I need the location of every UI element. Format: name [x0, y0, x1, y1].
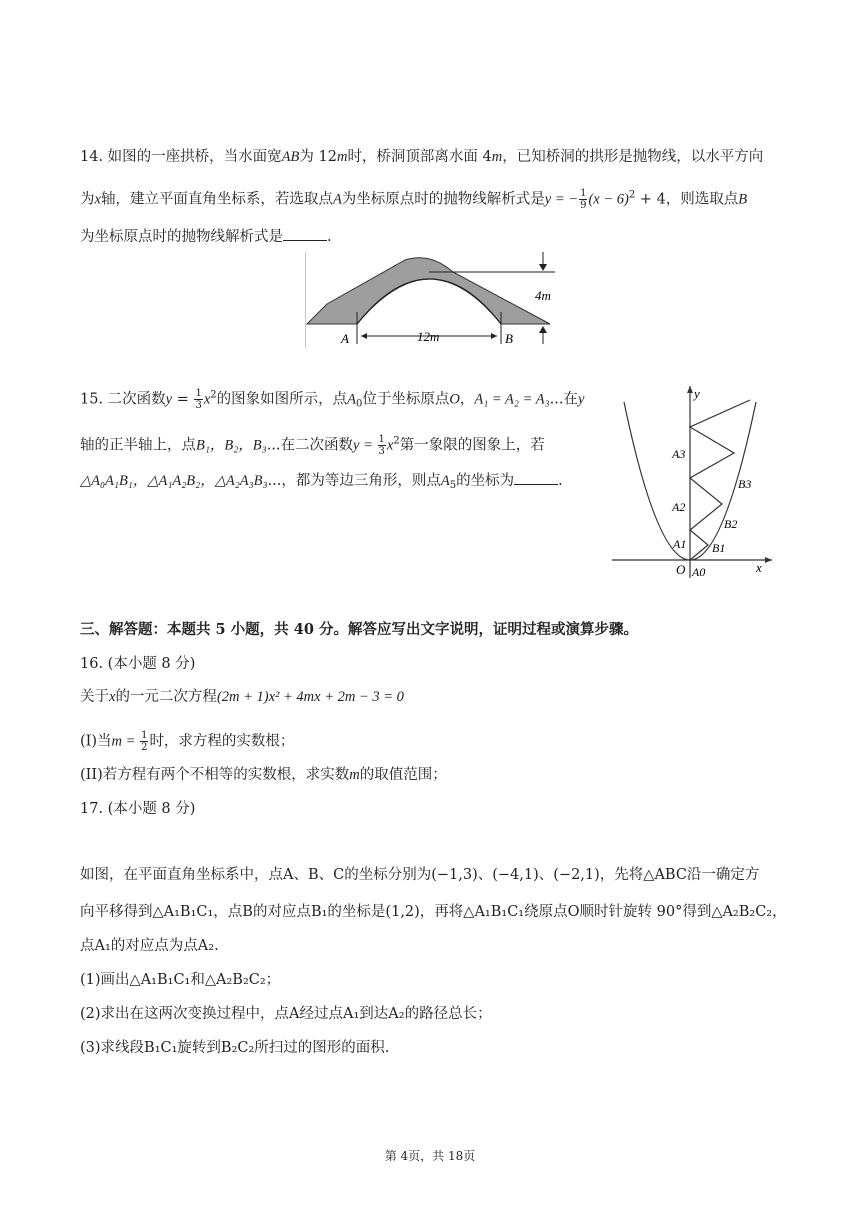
- page-footer: 第 4页，共 18页: [384, 1149, 476, 1163]
- q17-header: 17. (本小题 8 分): [80, 801, 196, 817]
- q16-fraction: $\frac{1}{2}$: [141, 730, 148, 753]
- q16-part-1: (I)当m = $\frac{1}{2}$ 时，求方程的实数根；: [80, 730, 295, 753]
- bridge-label-a: A: [341, 331, 349, 346]
- q14-line-1: 14. 如图的一座拱桥，当水面宽AB为 12m时，桥洞顶部离水面 4m，已知桥洞的拱形是抛物线，以水平方向: [80, 149, 764, 165]
- q17-line-1: 如图，在平面直角坐标系中，点A、B、C的坐标分别为(−1,3)、(−4,1)、(−2,1)，先将△ABC沿一确定方: [80, 867, 760, 883]
- bridge-label-height: 4m: [535, 288, 551, 303]
- q17-part-2: (2)求出在这两次变换过程中，点A经过点A₁到达A₂的路径总长；: [80, 1006, 492, 1022]
- fig-label-b2: B2: [724, 517, 738, 531]
- fig-label-a3: A3: [672, 447, 686, 461]
- q14-line-3: 为坐标原点时的抛物线解析式是 .: [80, 229, 332, 245]
- answer-blank-2: [514, 472, 558, 485]
- fig-label-a1: A1: [673, 537, 687, 551]
- q16-part-2: (II)若方程有两个不相等的实数根，求实数m的取值范围；: [80, 767, 447, 783]
- fig-label-b1: B1: [712, 541, 726, 555]
- fig-label-a2: A2: [672, 500, 686, 514]
- fig-label-a0: A0: [692, 565, 706, 579]
- q15-line-1: 15. 二次函数y = $\frac{1}{3}$ $x^2$的图象如图所示，点$A_0$位于坐标原点O，A₁ = A₂ = A₃...在y: [80, 388, 585, 411]
- q15-fraction-2: $\frac{1}{3}$: [378, 434, 385, 457]
- q14-fraction: $\frac{1}{9}$: [580, 188, 587, 211]
- parabola-figure: [612, 380, 782, 580]
- q16-equation: 关于x的一元二次方程(2m + 1)x² + 4mx + 2m − 3 = 0: [80, 689, 404, 705]
- fig-label-b3: B3: [738, 477, 752, 491]
- bridge-label-b: B: [505, 331, 513, 346]
- bridge-figure: [305, 252, 557, 348]
- q15-line-3: △A₀A₁B₁，△A₁A₂B₂，△A₂A₃B₃...，都为等边三角形，则点$A_5$的坐标为 .: [80, 473, 563, 491]
- q17-part-1: (1)画出△A₁B₁C₁和△A₂B₂C₂；: [80, 972, 281, 988]
- fig-label-x: x: [756, 560, 762, 575]
- q17-line-3: 点A₁的对应点为点A₂.: [80, 938, 219, 954]
- fig-label-o: O: [676, 562, 686, 577]
- q16-header: 16. (本小题 8 分): [80, 656, 196, 672]
- answer-blank: [283, 228, 327, 241]
- q14-line-2: 为x轴，建立平面直角坐标系，若选取点A为坐标原点时的抛物线解析式是y = − $\frac{1}{9}$ $(x - 6)^2 + 4$，则选取点B: [80, 188, 748, 211]
- q15-fraction: $\frac{1}{3}$: [195, 388, 202, 411]
- section-heading: 三、解答题：本题共 5 小题，共 40 分。解答应写出文字说明，证明过程或演算步骤。: [80, 621, 638, 638]
- q17-part-3: (3)求线段B₁C₁旋转到B₂C₂所扫过的图形的面积.: [80, 1040, 390, 1056]
- q17-line-2: 向平移得到△A₁B₁C₁，点B的对应点B₁的坐标是(1,2)，再将△A₁B₁C₁绕原点O顺时针旋转 90°得到△A₂B₂C₂，: [80, 904, 787, 920]
- bridge-label-width: 12m: [417, 329, 440, 344]
- q15-line-2: 轴的正半轴上，点B₁，B₂，B₃...在二次函数y = $\frac{1}{3}$ $x^2$第一象限的图象上，若: [80, 434, 545, 457]
- fig-label-y: y: [694, 386, 700, 401]
